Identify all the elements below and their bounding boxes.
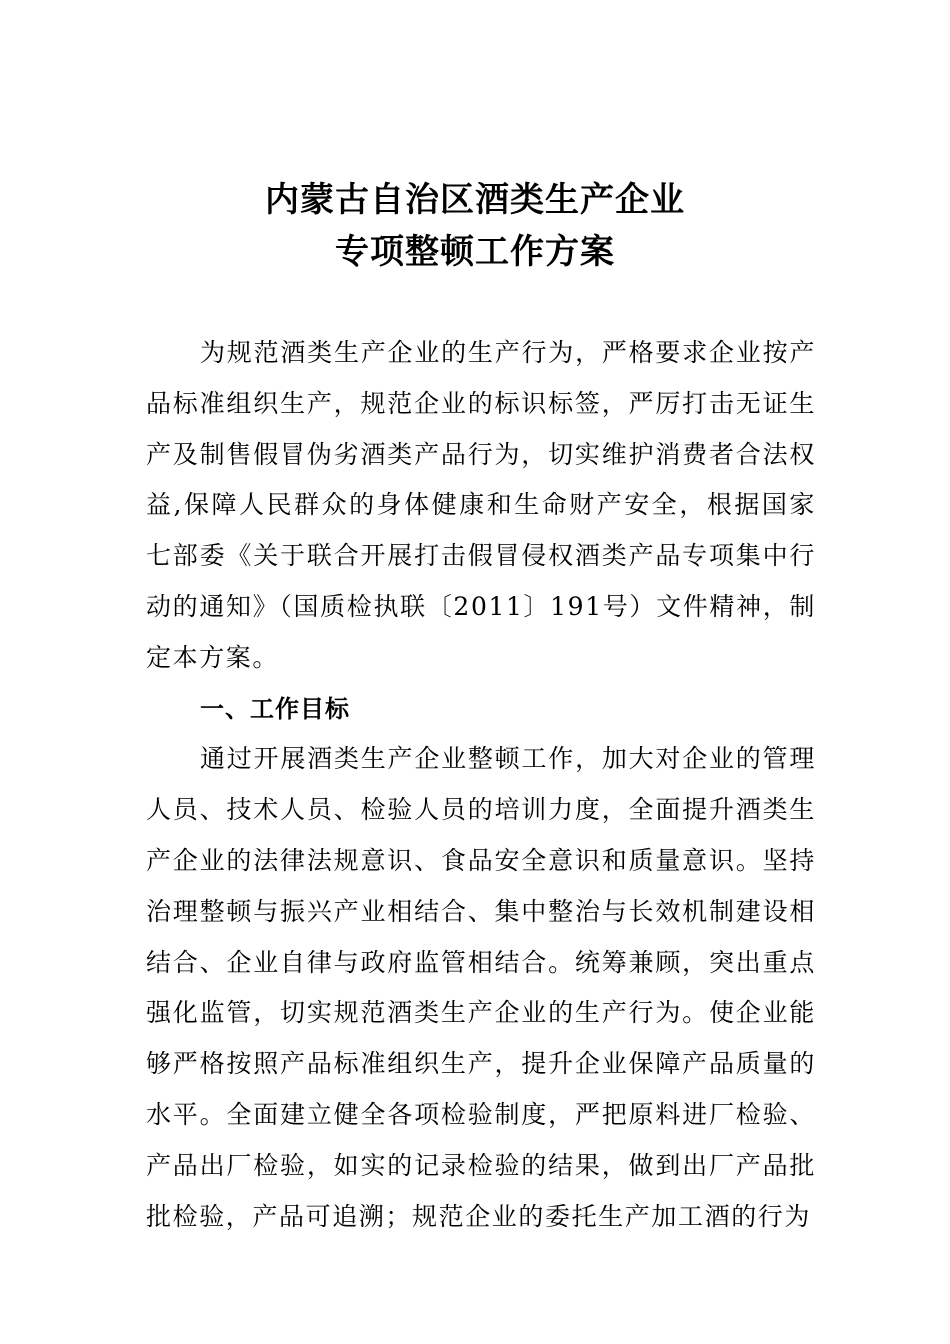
section-heading-work-goals: 一、工作目标 xyxy=(200,694,350,723)
document-title-line-1: 内蒙古自治区酒类生产企业 xyxy=(265,180,685,220)
document-title-line-2: 专项整顿工作方案 xyxy=(335,232,615,272)
document-body xyxy=(146,328,816,1242)
work-goals-paragraph: 通过开展酒类生产企业整顿工作，加大对企业的管理人员、技术人员、检验人员的培训力度，全面提升酒类生产企业的法律法规意识、食品安全意识和质量意识。坚持治理整顿与振兴产业相结合、集中整治与长效机制建设相结合、企业自律与政府监管相结合。统筹兼顾，突出重点强化监管，切实规范酒类生产企业的生产行为。使企业能够严格按照产品标准组织生产，提升企业保障产品质量的水平。全面建立健全各项检验制度，严把原料进厂检验、产品出厂检验，如实的记录检验的结果，做到出厂产品批批检验，产品可追溯；规范企业的委托生产加工酒的行为 xyxy=(146,744,816,1231)
intro-paragraph: 为规范酒类生产企业的生产行为，严格要求企业按产品标准组织生产，规范企业的标识标签，严厉打击无证生产及制售假冒伪劣酒类产品行为，切实维护消费者合法权益,保障人民群众的身体健康和生命财产安全，根据国家七部委《关于联合开展打击假冒侵权酒类产品专项集中行动的通知》（国质检执联〔2011〕191号）文件精神，制定本方案。 xyxy=(146,338,816,672)
